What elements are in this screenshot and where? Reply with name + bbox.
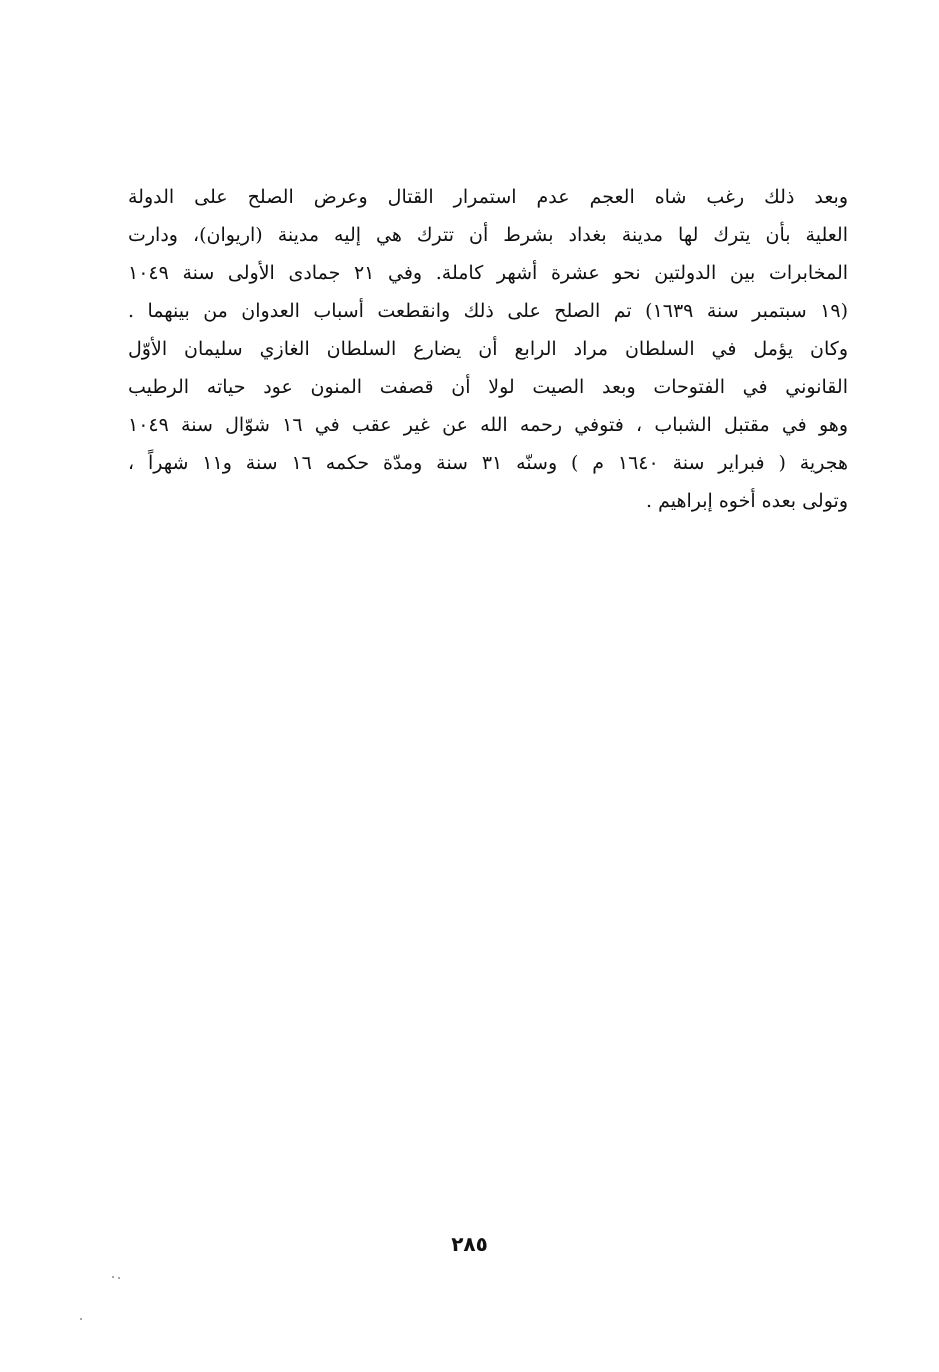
text-line-2: العلية بأن يترك لها مدينة بغداد بشرط أن تترك هي إليه مدينة (اريوان)، ودارت <box>128 224 848 246</box>
scan-speck <box>118 1277 120 1279</box>
page-number: ٢٨٥ <box>451 1232 488 1256</box>
text-line-4: (١٩ سبتمبر سنة ١٦٣٩) تم الصلح على ذلك وانقطعت أسباب العدوان من بينهما . <box>128 300 848 322</box>
text-line-7: وهو في مقتبل الشباب ، فتوفي رحمه الله عن غير عقب في ١٦ شوّال سنة ١٠٤٩ <box>128 414 848 436</box>
text-line-6: القانوني في الفتوحات وبعد الصيت لولا أن قصفت المنون عود حياته الرطيب <box>128 376 848 398</box>
body-paragraph <box>128 178 848 520</box>
text-line-8: هجرية ( فبراير سنة ١٦٤٠ م ) وسنّه ٣١ سنة ومدّة حكمه ١٦ سنة و١١ شهراً ، <box>128 452 848 474</box>
text-line-1: وبعد ذلك رغب شاه العجم عدم استمرار القتال وعرض الصلح على الدولة <box>128 186 848 208</box>
text-line-3: المخابرات بين الدولتين نحو عشرة أشهر كاملة. وفي ٢١ جمادى الأولى سنة ١٠٤٩ <box>128 262 848 284</box>
text-line-5: وكان يؤمل في السلطان مراد الرابع أن يضارع السلطان الغازي سليمان الأوّل <box>128 338 848 360</box>
scan-speck <box>80 1318 82 1320</box>
scan-speck <box>112 1276 114 1278</box>
text-line-9: وتولى بعده أخوه إبراهيم . <box>645 490 848 512</box>
